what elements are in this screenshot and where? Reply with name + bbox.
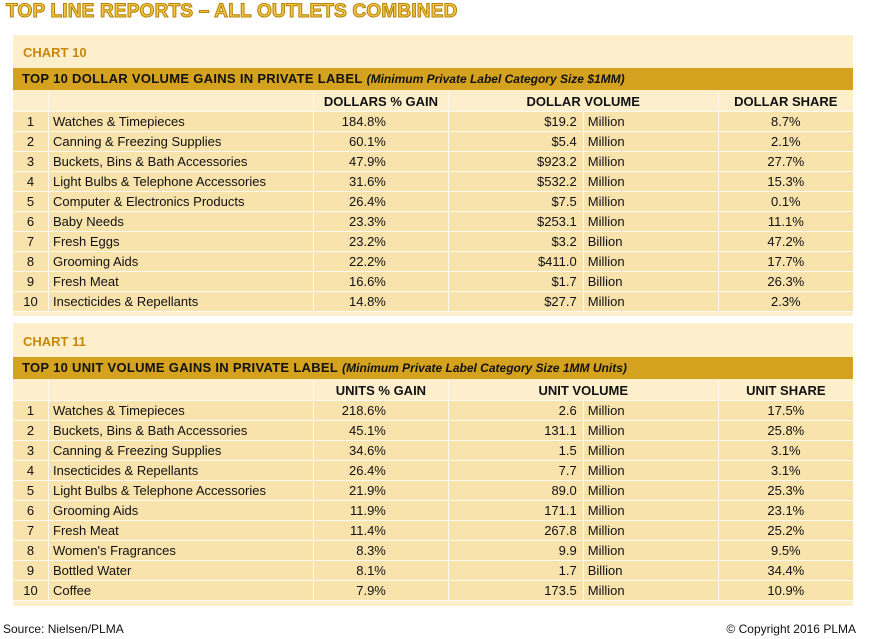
row-share: 34.4%: [718, 561, 853, 581]
chart-11-title-bar: [13, 357, 853, 379]
chart-10-rows: [13, 112, 853, 312]
row-rank: 8: [13, 541, 49, 561]
row-category: Fresh Meat: [49, 272, 314, 292]
table-row: [13, 272, 853, 292]
row-pct-gain: 26.4%: [314, 461, 449, 481]
row-rank: 9: [13, 561, 49, 581]
row-volume-unit: Million: [583, 441, 718, 461]
row-category: Watches & Timepieces: [49, 112, 314, 132]
row-pct-gain: 11.4%: [314, 521, 449, 541]
row-volume-value: $3.2: [448, 232, 583, 252]
row-pct-gain: 14.8%: [314, 292, 449, 312]
row-volume-value: 131.1: [448, 421, 583, 441]
row-category: Canning & Freezing Supplies: [49, 132, 314, 152]
row-pct-gain: 218.6%: [314, 401, 449, 421]
table-row: [13, 481, 853, 501]
table-row: [13, 292, 853, 312]
row-pct-gain: 47.9%: [314, 152, 449, 172]
header-rank: [13, 380, 49, 401]
row-category: Baby Needs: [49, 212, 314, 232]
row-category: Grooming Aids: [49, 252, 314, 272]
row-share: 25.2%: [718, 521, 853, 541]
row-rank: 2: [13, 421, 49, 441]
row-share: 23.1%: [718, 501, 853, 521]
row-category: Insecticides & Repellants: [49, 292, 314, 312]
row-rank: 9: [13, 272, 49, 292]
chart-11-title: TOP 10 UNIT VOLUME GAINS IN PRIVATE LABEL: [22, 360, 339, 375]
row-volume-value: 1.5: [448, 441, 583, 461]
row-share: 17.5%: [718, 401, 853, 421]
row-category: Grooming Aids: [49, 501, 314, 521]
table-row: [13, 441, 853, 461]
row-volume-value: $19.2: [448, 112, 583, 132]
row-rank: 10: [13, 581, 49, 601]
row-share: 27.7%: [718, 152, 853, 172]
row-pct-gain: 45.1%: [314, 421, 449, 441]
row-category: Canning & Freezing Supplies: [49, 441, 314, 461]
header-share: DOLLAR SHARE: [718, 91, 853, 112]
row-volume-value: 173.5: [448, 581, 583, 601]
row-share: 47.2%: [718, 232, 853, 252]
header-pct-gain: UNITS % GAIN: [314, 380, 449, 401]
row-rank: 1: [13, 401, 49, 421]
row-rank: 2: [13, 132, 49, 152]
row-volume-value: 267.8: [448, 521, 583, 541]
row-rank: 8: [13, 252, 49, 272]
row-category: Watches & Timepieces: [49, 401, 314, 421]
row-volume-unit: Million: [583, 461, 718, 481]
table-row: [13, 112, 853, 132]
header-share: UNIT SHARE: [718, 380, 853, 401]
header-category: [49, 91, 314, 112]
row-volume-unit: Million: [583, 172, 718, 192]
row-share: 15.3%: [718, 172, 853, 192]
row-volume-unit: Million: [583, 152, 718, 172]
table-row: [13, 421, 853, 441]
row-volume-unit: Million: [583, 501, 718, 521]
row-category: Bottled Water: [49, 561, 314, 581]
row-share: 10.9%: [718, 581, 853, 601]
table-row: [13, 581, 853, 601]
row-category: Women's Fragrances: [49, 541, 314, 561]
table-row: [13, 212, 853, 232]
chart-11-note: (Minimum Private Label Category Size 1MM Units): [342, 361, 627, 375]
row-pct-gain: 26.4%: [314, 192, 449, 212]
table-row: [13, 501, 853, 521]
source-note: Source: Nielsen/PLMA: [3, 622, 124, 636]
row-rank: 4: [13, 461, 49, 481]
row-volume-unit: Million: [583, 132, 718, 152]
row-volume-unit: Million: [583, 581, 718, 601]
row-pct-gain: 22.2%: [314, 252, 449, 272]
chart-10-label: CHART 10: [23, 45, 87, 60]
table-header-row: [13, 380, 853, 401]
row-category: Coffee: [49, 581, 314, 601]
row-share: 11.1%: [718, 212, 853, 232]
row-volume-value: 1.7: [448, 561, 583, 581]
row-category: Insecticides & Repellants: [49, 461, 314, 481]
row-share: 2.1%: [718, 132, 853, 152]
row-share: 26.3%: [718, 272, 853, 292]
row-volume-value: 7.7: [448, 461, 583, 481]
row-pct-gain: 184.8%: [314, 112, 449, 132]
table-row: [13, 252, 853, 272]
row-rank: 5: [13, 481, 49, 501]
table-row: [13, 192, 853, 212]
row-volume-unit: Million: [583, 292, 718, 312]
row-rank: 10: [13, 292, 49, 312]
page-title: TOP LINE REPORTS – ALL OUTLETS COMBINED: [6, 1, 458, 22]
row-share: 3.1%: [718, 441, 853, 461]
row-volume-unit: Billion: [583, 561, 718, 581]
table-row: [13, 561, 853, 581]
row-category: Computer & Electronics Products: [49, 192, 314, 212]
header-pct-gain: DOLLARS % GAIN: [314, 91, 449, 112]
row-volume-unit: Million: [583, 421, 718, 441]
row-share: 17.7%: [718, 252, 853, 272]
row-volume-unit: Million: [583, 521, 718, 541]
header-volume: DOLLAR VOLUME: [448, 91, 718, 112]
row-volume-unit: Million: [583, 401, 718, 421]
row-volume-value: $27.7: [448, 292, 583, 312]
row-rank: 6: [13, 501, 49, 521]
chart-10-title: TOP 10 DOLLAR VOLUME GAINS IN PRIVATE LABEL: [22, 71, 363, 86]
row-volume-value: 89.0: [448, 481, 583, 501]
row-volume-value: $532.2: [448, 172, 583, 192]
table-row: [13, 232, 853, 252]
row-pct-gain: 8.3%: [314, 541, 449, 561]
chart-11-table: [13, 380, 853, 601]
row-pct-gain: 60.1%: [314, 132, 449, 152]
table-row: [13, 401, 853, 421]
table-row: [13, 132, 853, 152]
row-pct-gain: 34.6%: [314, 441, 449, 461]
row-category: Light Bulbs & Telephone Accessories: [49, 481, 314, 501]
row-volume-unit: Million: [583, 481, 718, 501]
table-row: [13, 541, 853, 561]
row-category: Buckets, Bins & Bath Accessories: [49, 152, 314, 172]
row-share: 9.5%: [718, 541, 853, 561]
table-row: [13, 172, 853, 192]
row-volume-unit: Million: [583, 212, 718, 232]
row-pct-gain: 16.6%: [314, 272, 449, 292]
row-share: 8.7%: [718, 112, 853, 132]
row-volume-value: $7.5: [448, 192, 583, 212]
row-pct-gain: 31.6%: [314, 172, 449, 192]
chart-10-title-bar: [13, 68, 853, 90]
row-volume-unit: Million: [583, 541, 718, 561]
row-volume-value: $923.2: [448, 152, 583, 172]
row-volume-value: 171.1: [448, 501, 583, 521]
row-category: Buckets, Bins & Bath Accessories: [49, 421, 314, 441]
chart-10-table: [13, 91, 853, 312]
chart-11-label: CHART 11: [23, 334, 86, 349]
chart-11-rows: [13, 401, 853, 601]
row-volume-value: 9.9: [448, 541, 583, 561]
row-volume-unit: Million: [583, 112, 718, 132]
row-rank: 3: [13, 152, 49, 172]
header-category: [49, 380, 314, 401]
table-row: [13, 521, 853, 541]
row-volume-value: $253.1: [448, 212, 583, 232]
row-volume-value: 2.6: [448, 401, 583, 421]
row-rank: 1: [13, 112, 49, 132]
row-volume-value: $5.4: [448, 132, 583, 152]
row-volume-unit: Million: [583, 192, 718, 212]
row-rank: 7: [13, 521, 49, 541]
chart-10-panel: [13, 35, 853, 316]
row-rank: 3: [13, 441, 49, 461]
row-rank: 6: [13, 212, 49, 232]
row-volume-value: $1.7: [448, 272, 583, 292]
row-pct-gain: 7.9%: [314, 581, 449, 601]
row-volume-value: $411.0: [448, 252, 583, 272]
row-pct-gain: 8.1%: [314, 561, 449, 581]
copyright-note: © Copyright 2016 PLMA: [726, 622, 856, 636]
row-rank: 4: [13, 172, 49, 192]
chart-11-panel: [13, 323, 853, 606]
row-share: 3.1%: [718, 461, 853, 481]
header-volume: UNIT VOLUME: [448, 380, 718, 401]
table-row: [13, 152, 853, 172]
row-rank: 7: [13, 232, 49, 252]
row-rank: 5: [13, 192, 49, 212]
row-pct-gain: 11.9%: [314, 501, 449, 521]
row-share: 2.3%: [718, 292, 853, 312]
row-pct-gain: 23.3%: [314, 212, 449, 232]
row-share: 25.3%: [718, 481, 853, 501]
table-row: [13, 461, 853, 481]
row-volume-unit: Billion: [583, 272, 718, 292]
row-category: Fresh Meat: [49, 521, 314, 541]
row-volume-unit: Billion: [583, 232, 718, 252]
row-share: 25.8%: [718, 421, 853, 441]
row-share: 0.1%: [718, 192, 853, 212]
row-category: Fresh Eggs: [49, 232, 314, 252]
row-volume-unit: Million: [583, 252, 718, 272]
row-category: Light Bulbs & Telephone Accessories: [49, 172, 314, 192]
row-pct-gain: 21.9%: [314, 481, 449, 501]
chart-10-note: (Minimum Private Label Category Size $1MM): [366, 72, 625, 86]
header-rank: [13, 91, 49, 112]
table-header-row: [13, 91, 853, 112]
row-pct-gain: 23.2%: [314, 232, 449, 252]
